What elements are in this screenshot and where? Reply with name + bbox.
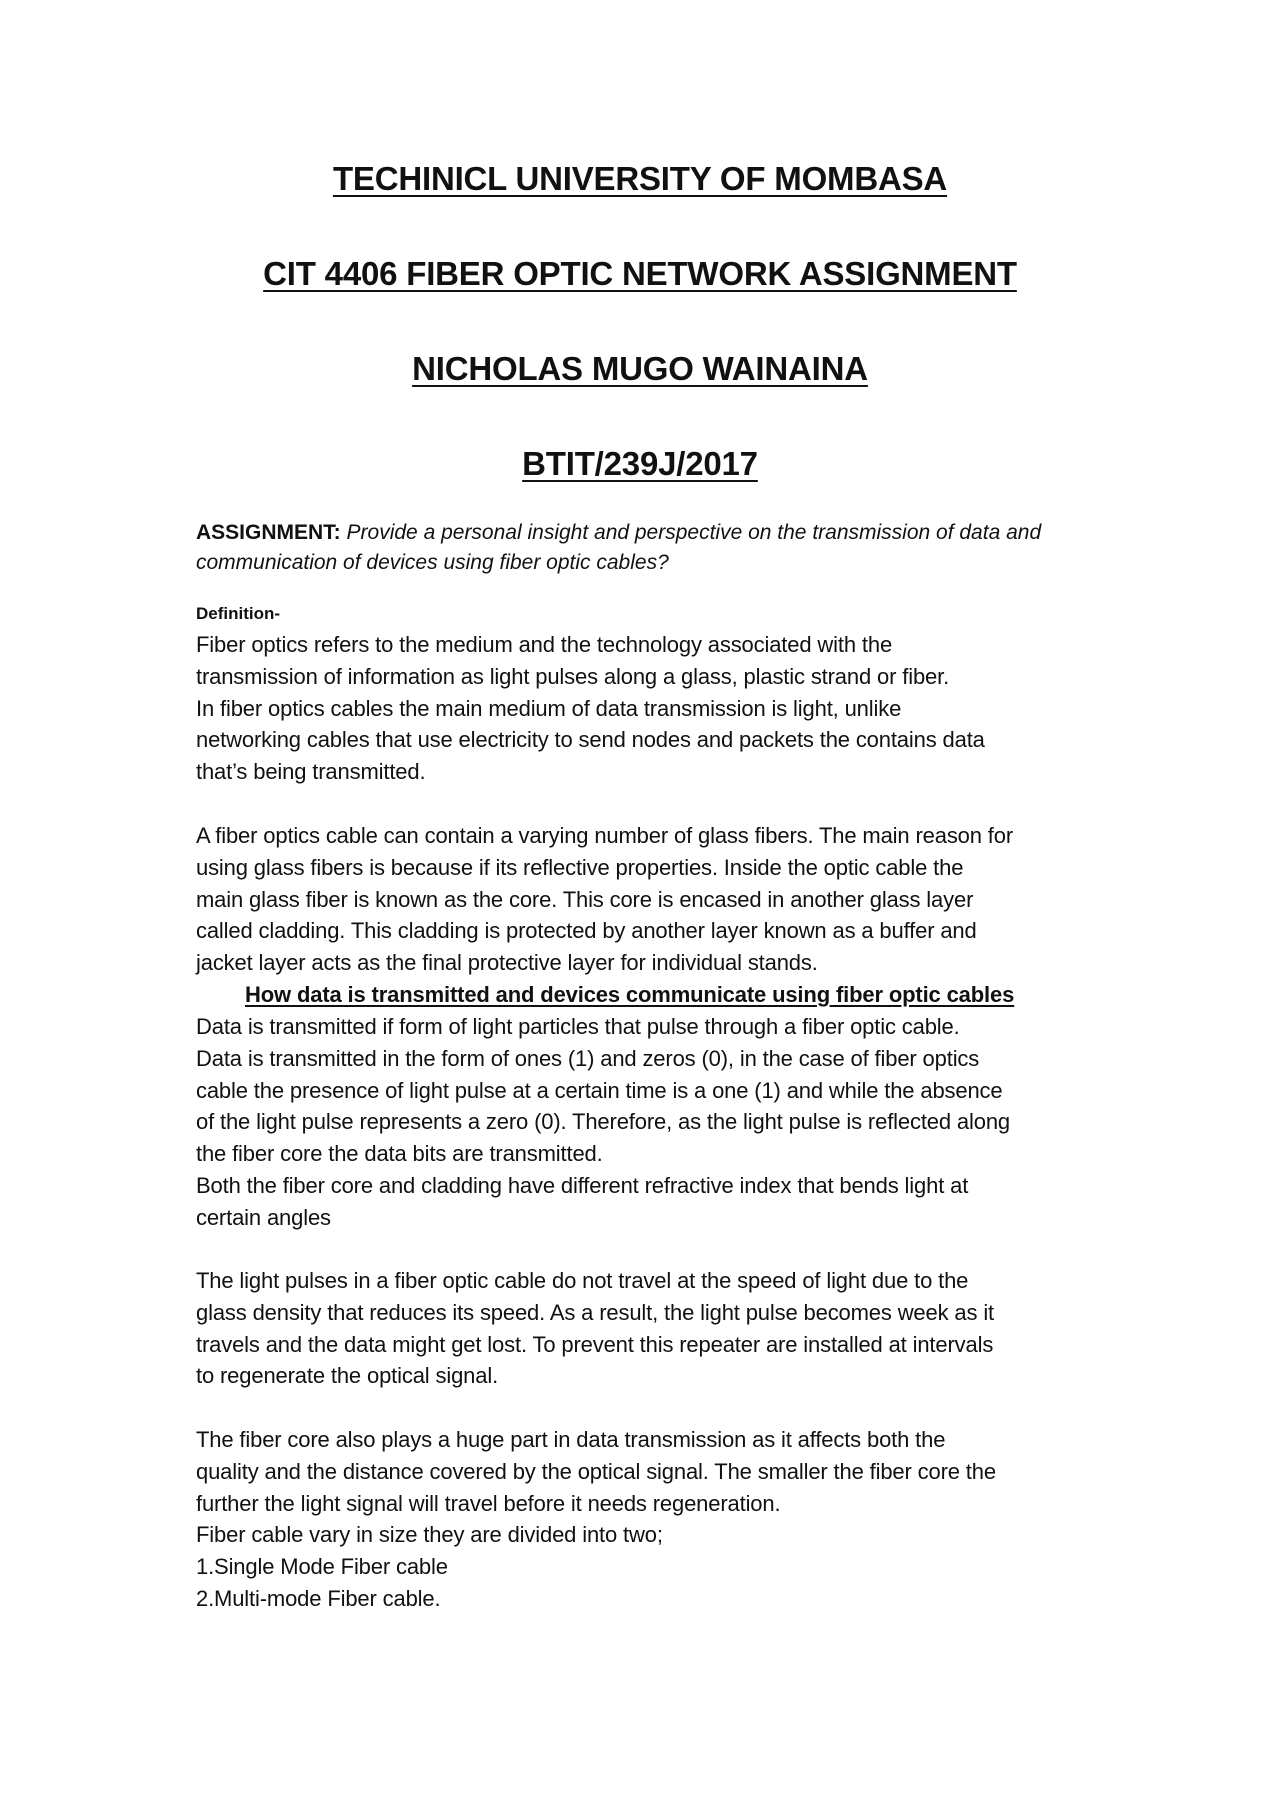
assignment-block	[196, 518, 1096, 578]
university-title: TECHINICL UNIVERSITY OF MOMBASA	[332, 160, 948, 197]
assignment-label: ASSIGNMENT:	[196, 521, 341, 544]
paragraph-line: certain angles	[196, 1204, 331, 1230]
list-item: 2.Multi-mode Fiber cable.	[196, 1585, 441, 1611]
paragraph-line: called cladding. This cladding is protected by another layer known as a buffer and	[196, 918, 977, 944]
paragraph-line: the fiber core the data bits are transmitted.	[196, 1141, 603, 1167]
paragraph-line: jacket layer acts as the final protective layer for individual stands.	[196, 950, 818, 976]
paragraph-line: transmission of information as light pulses along a glass, plastic strand or fiber.	[196, 663, 950, 689]
paragraph-line: travels and the data might get lost. To prevent this repeater are installed at intervals	[196, 1331, 994, 1357]
paragraph-cable-structure	[196, 820, 1096, 979]
registration-number: BTIT/239J/2017	[522, 445, 758, 482]
paragraph-line: cable the presence of light pulse at a certain time is a one (1) and while the absence	[196, 1077, 1003, 1103]
assignment-prompt-1: Provide a personal insight and perspective on the transmission of data and	[346, 521, 1042, 544]
paragraph-line: Both the fiber core and cladding have different refractive index that bends light at	[196, 1172, 969, 1198]
paragraph-line: Data is transmitted in the form of ones (1) and zeros (0), in the case of fiber optics	[196, 1045, 980, 1071]
paragraph-line: The light pulses in a fiber optic cable do not travel at the speed of light due to the	[196, 1268, 969, 1293]
paragraph-transmission	[196, 1011, 1096, 1234]
section-heading: How data is transmitted and devices communicate using fiber optic cables	[245, 982, 1015, 1007]
course-title: CIT 4406 FIBER OPTIC NETWORK ASSIGNMENT	[263, 255, 1017, 292]
paragraph-line: Data is transmitted if form of light particles that pulse through a fiber optic cable.	[196, 1014, 960, 1039]
paragraph-light-speed	[196, 1265, 1096, 1392]
paragraph-line: further the light signal will travel before it needs regeneration.	[196, 1490, 781, 1516]
paragraph-line: In fiber optics cables the main medium of data transmission is light, unlike	[196, 695, 902, 721]
definition-label: Definition-	[196, 604, 281, 623]
paragraph-line: of the light pulse represents a zero (0). Therefore, as the light pulse is reflected along	[196, 1109, 1011, 1135]
paragraph-fiber-core	[196, 1424, 1096, 1615]
paragraph-line: Fiber optics refers to the medium and the technology associated with the	[196, 632, 893, 657]
paragraph-line: networking cables that use electricity to send nodes and packets the contains data	[196, 727, 985, 753]
list-item: 1.Single Mode Fiber cable	[196, 1554, 448, 1580]
paragraph-line: A fiber optics cable can contain a varying number of glass fibers. The main reason for	[196, 823, 1014, 848]
paragraph-line: main glass fiber is known as the core. This core is encased in another glass layer	[196, 886, 974, 912]
paragraph-line: Fiber cable vary in size they are divided into two;	[196, 1522, 663, 1548]
paragraph-line: to regenerate the optical signal.	[196, 1363, 499, 1389]
paragraph-line: using glass fibers is because if its reflective properties. Inside the optic cable the	[196, 854, 964, 880]
paragraph-line: glass density that reduces its speed. As a result, the light pulse becomes week as it	[196, 1299, 995, 1325]
paragraph-line: that’s being transmitted.	[196, 759, 426, 785]
paragraph-line: The fiber core also plays a huge part in data transmission as it affects both the	[196, 1427, 946, 1452]
student-name: NICHOLAS MUGO WAINAINA	[412, 350, 868, 387]
assignment-line-1	[196, 518, 1096, 548]
paragraph-definition	[196, 629, 1096, 788]
assignment-prompt-2: communication of devices using fiber optic cables?	[196, 551, 669, 574]
paragraph-line: quality and the distance covered by the optical signal. The smaller the fiber core the	[196, 1458, 996, 1484]
